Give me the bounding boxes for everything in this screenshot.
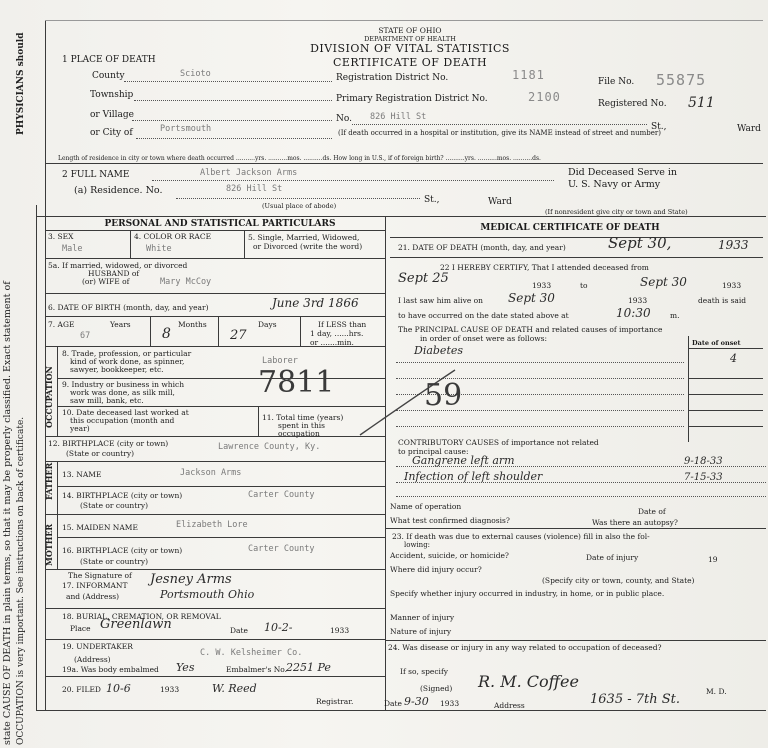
occupation-side-label: OCCUPATION (44, 366, 54, 428)
filed-value: 10-6 (106, 682, 131, 695)
father-bp-label: 14. BIRTHPLACE (city or town) (62, 491, 183, 500)
mother-bp-value: Carter County (248, 544, 315, 554)
informant-label-1: The Signature of (68, 571, 132, 580)
informant-label-3: and (Address) (66, 592, 120, 601)
city-label: or City of (90, 128, 133, 138)
test-label: What test confirmed diagnosis? (390, 516, 510, 525)
dod-value: Sept 30, (608, 234, 672, 252)
occ8-line-3: sawyer, bookkeeper, etc. (70, 365, 164, 374)
birthplace-value: Lawrence County, Ky. (218, 442, 321, 452)
residence-ward: Ward (488, 197, 512, 207)
autopsy-label: Was there an autopsy? (592, 518, 678, 527)
age-years-label: Years (110, 320, 131, 329)
occ11-line-3: occupation (278, 429, 320, 438)
dob-label: 6. DATE OF BIRTH (month, day, and year) (48, 303, 209, 312)
color-value: White (146, 244, 172, 254)
navy-line-1: Did Deceased Serve in (568, 167, 678, 178)
address-label: Address (494, 701, 525, 710)
occ10-line-2: this occupation (month and (70, 416, 175, 425)
residence-st: St., (424, 195, 440, 205)
full-name-label: 2 FULL NAME (62, 170, 130, 180)
specify-place: (Specify city or town, county, and State) (542, 576, 695, 585)
street-label: St., (651, 122, 667, 132)
undertaker-value: C. W. Kelsheimer Co. (200, 648, 303, 658)
principal-label-1: The PRINCIPAL CAUSE OF DEATH and related causes of importance (398, 325, 663, 334)
occ10-line-1: 10. Date deceased last worked at (62, 408, 189, 417)
usual-place: (Usual place of abode) (262, 202, 337, 210)
no-value: 826 Hill St (370, 112, 427, 122)
attend-to: Sept 30 (640, 275, 687, 289)
contrib-value-1: Gangrene left arm (412, 454, 515, 467)
informant-address: Portsmouth Ohio (160, 588, 255, 601)
medical-section-title: MEDICAL CERTIFICATE OF DEATH (480, 223, 660, 233)
undertaker-label-2: (Address) (74, 655, 111, 664)
birthplace-label: 12. BIRTHPLACE (city or town) (48, 439, 169, 448)
margin-note-inner: OCCUPATION is very important. See instructions on back of certificate. (16, 416, 26, 745)
to-label: to (580, 281, 588, 290)
header-dept: DEPARTMENT OF HEALTH (364, 35, 456, 43)
occupation-code: 7811 (258, 365, 335, 400)
occ9-line-2: work was done, as silk mill, (70, 388, 175, 397)
spouse-label-1: 5a. If married, widowed, or divorced (48, 261, 188, 270)
header-division: DIVISION OF VITAL STATISTICS (310, 42, 510, 55)
contrib-date-2: 7-15-33 (684, 472, 723, 483)
death-said: death is said (698, 296, 747, 305)
township-label: Township (90, 90, 134, 100)
certify-label: 22 I HEREBY CERTIFY, That I attended deceased from (440, 263, 649, 272)
residence-value: 826 Hill St (226, 184, 283, 194)
father-bp-sub: (State or country) (80, 501, 149, 510)
manner-label: Manner of injury (390, 613, 455, 622)
last-saw-label: I last saw him alive on (398, 296, 483, 305)
attend-to-year: 1933 (722, 281, 742, 290)
last-saw-value: Sept 30 (508, 291, 555, 305)
injury-date-label: Date of injury (586, 553, 639, 562)
occ8-line-1: 8. Trade, profession, or particular (62, 349, 192, 358)
injury-year: 19 (708, 555, 718, 564)
ward-label: Ward (737, 124, 761, 134)
occ8-line-2: kind of work done, as spinner, (70, 357, 185, 366)
burial-year: 1933 (330, 626, 350, 635)
age-label: 7. AGE (48, 320, 75, 329)
full-name-value: Albert Jackson Arms (200, 168, 298, 178)
accident-label: Accident, suicide, or homicide? (390, 551, 509, 560)
contrib-date-1: 9-18-33 (684, 456, 723, 467)
informant-signature: Jesney Arms (150, 572, 232, 587)
occurred-time: 10:30 (616, 306, 651, 320)
county-label: County (92, 71, 125, 81)
hospital-note: (If death occurred in a hospital or institution, give its NAME instead of street and number) (338, 129, 661, 137)
mother-bp-sub: (State or country) (80, 557, 149, 566)
contrib-value-2: Infection of left shoulder (404, 470, 543, 483)
date-onset-label: Date of onset (692, 339, 741, 347)
q24-label: 24. Was disease or injury in any way related to occupation of deceased? (388, 643, 662, 652)
where-label: Where did injury occur? (390, 565, 482, 574)
less-than-1: If LESS than (318, 320, 367, 329)
embalmer-value: 2251 Pe (286, 661, 331, 674)
external-label-2: lowing: (404, 541, 431, 549)
primary-reg-label: Primary Registration District No. (336, 94, 488, 104)
marital-label-1: 5. Single, Married, Widowed, (248, 233, 360, 242)
father-side-label: FATHER (44, 462, 54, 500)
physician-signature: R. M. Coffee (478, 672, 579, 691)
attend-from-year: 1933 (532, 281, 552, 290)
dod-label: 21. DATE OF DEATH (month, day, and year) (398, 243, 566, 252)
registered-value: 511 (688, 95, 715, 111)
city-value: Portsmouth (160, 124, 212, 134)
color-label: 4. COLOR OR RACE (134, 232, 212, 241)
date-year: 1933 (440, 699, 460, 708)
age-years: 67 (80, 331, 91, 341)
navy-line-2: U. S. Navy or Army (568, 179, 661, 190)
less-than-3: or .......min. (310, 338, 354, 347)
if-so-label: If so, specify (400, 667, 448, 676)
spouse-value: Mary McCoy (160, 277, 212, 287)
reg-district-value: 1181 (512, 68, 545, 82)
maiden-value: Elizabeth Lore (176, 520, 248, 530)
occurred-label: to have occurred on the date stated above at (398, 311, 569, 320)
specify-industry: Specify whether injury occurred in industry, in home, or in public place. (390, 589, 665, 598)
filed-by: W. Reed (212, 682, 257, 695)
spouse-label-2: HUSBAND of (88, 269, 140, 278)
village-label: or Village (90, 110, 135, 120)
margin-note-outer: state CAUSE OF DEATH in plain terms, so that it may be properly classified. Exact statement of (2, 281, 13, 745)
address-value: 1635 - 7th St. (590, 692, 681, 707)
primary-reg-value: 2100 (528, 90, 561, 104)
embalmed-value: Yes (176, 661, 195, 674)
onset-mark: 4 (730, 352, 737, 365)
age-months-label: Months (178, 320, 207, 329)
father-name-label: 13. NAME (62, 470, 102, 479)
father-bp-value: Carter County (248, 490, 315, 500)
registrar-label: Registrar. (316, 697, 354, 706)
date-value: 9-30 (404, 695, 429, 708)
burial-place-label: Place (70, 624, 91, 633)
burial-place-value: Greenlawn (100, 617, 172, 632)
nature-label: Nature of injury (390, 627, 452, 636)
residence-label: (a) Residence. No. (74, 185, 163, 196)
spouse-label-3: (or) WIFE of (82, 277, 130, 286)
place-label: 1 PLACE OF DEATH (62, 55, 156, 65)
age-days: 27 (230, 328, 247, 343)
nonresident-note: (If nonresident give city or town and State) (545, 208, 688, 216)
filed-label: 20. FILED (62, 685, 101, 694)
operation-label: Name of operation (390, 502, 462, 511)
occ11-line-1: 11. Total time (years) (262, 413, 344, 422)
dob-value: June 3rd 1866 (272, 296, 359, 310)
registered-label: Registered No. (598, 99, 667, 109)
occ9-line-1: 9. Industry or business in which (62, 380, 185, 389)
embalmed-label: 19a. Was body embalmed (62, 665, 159, 674)
header-state: STATE OF OHIO (378, 26, 442, 35)
occ8-value: Laborer (262, 356, 298, 366)
burial-date-label: Date (230, 626, 248, 635)
burial-label: 18. BURIAL, CREMATION, OR REMOVAL (62, 612, 221, 621)
operation-date-label: Date of (638, 507, 666, 516)
informant-label-2: 17. INFORMANT (62, 581, 128, 590)
principal-cause-value: Diabetes (414, 344, 464, 357)
external-label-1: 23. If death was due to external causes (violence) fill in also the fol- (392, 532, 650, 541)
county-value: Scioto (180, 69, 211, 79)
last-saw-year: 1933 (628, 296, 648, 305)
occ11-line-2: spent in this (278, 421, 326, 430)
birthplace-sub: (State or country) (66, 449, 135, 458)
coding-number: 59 (424, 378, 463, 413)
margin-note-top: PHYSICIANS should (16, 32, 26, 135)
undertaker-label-1: 19. UNDERTAKER (62, 642, 133, 651)
age-days-label: Days (258, 320, 277, 329)
no-label: No. (336, 114, 352, 124)
contrib-label-1: CONTRIBUTORY CAUSES of importance not related (398, 438, 599, 447)
date-label: Date (384, 699, 402, 708)
personal-section-title: PERSONAL AND STATISTICAL PARTICULARS (104, 219, 336, 229)
occ10-line-3: year) (70, 424, 90, 433)
filed-year: 1933 (160, 685, 180, 694)
maiden-label: 15. MAIDEN NAME (62, 523, 138, 532)
age-months: 8 (162, 326, 171, 342)
embalmer-label: Embalmer's No. (226, 665, 288, 674)
occ9-line-3: saw mill, bank, etc. (70, 396, 144, 405)
file-label: File No. (598, 77, 635, 87)
attend-from: Sept 25 (398, 271, 449, 286)
sex-value: Male (62, 244, 83, 254)
less-than-2: 1 day, ......hrs. (310, 329, 364, 338)
sex-label: 3. SEX (48, 232, 74, 241)
father-name-value: Jackson Arms (180, 468, 242, 478)
md-label: M. D. (706, 687, 727, 696)
header-title: CERTIFICATE OF DEATH (332, 56, 488, 69)
reg-district-label: Registration District No. (336, 73, 449, 83)
mother-side-label: MOTHER (44, 523, 54, 566)
signed-label: (Signed) (420, 684, 453, 693)
burial-date-value: 10-2- (264, 621, 293, 634)
file-value: 55875 (656, 71, 707, 89)
contrib-label-2: to principal cause: (398, 447, 469, 456)
occurred-unit: m. (670, 311, 680, 320)
mother-bp-label: 16. BIRTHPLACE (city or town) (62, 546, 183, 555)
residence-length: Length of residence in city or town where death occurred ..........yrs. ..........mos. ..........ds. How long in U.S., if of foreign birth? ..........yrs. ..........mos. ..........ds. (58, 155, 541, 162)
marital-label-2: or Divorced (write the word) (253, 242, 363, 251)
dod-year: 1933 (718, 238, 749, 252)
principal-label-2: in order of onset were as follows: (420, 334, 547, 343)
